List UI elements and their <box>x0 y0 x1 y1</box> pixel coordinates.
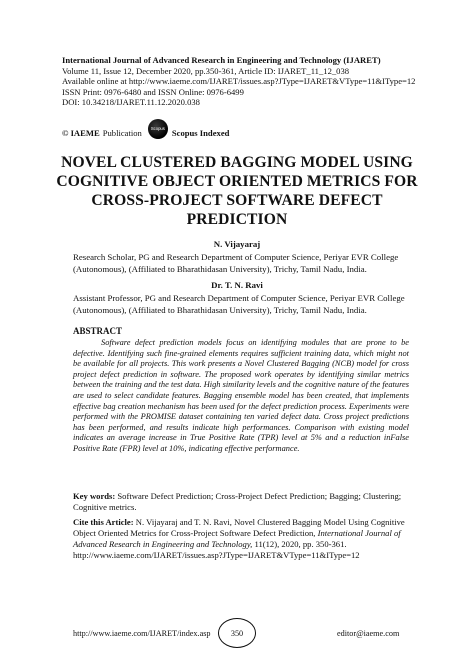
citation-text: N. Vijayaraj and T. N. Ravi, Novel Clustered Bagging Model Using Cognitive Object Oriented Metrics for Cross-Project Software Defect Prediction, <box>73 517 405 538</box>
publisher-name: © IAEME <box>62 128 100 138</box>
keywords-label: Key words: <box>73 491 116 501</box>
abstract-text: Software defect prediction models focus on identifying modules that are prone to be defective. Identifying such fine-grained elements requires sufficient training data, which might not be available for all projects. This work presents a Novel Clustered Bagging (NCB) model for cross project defect prediction in software. The proposed work operates by identifying similar metrics between the training and the test data. High similarity levels and the cognitive nature of the features are used to select candidate features. Bagging ensemble model has been created, that implements effective bag creation mechanism has been used for the defect prediction process. Experiments were performed with the PROMISE dataset containing ten varied defect data. Cross project predictions has been performed, and results indicate high performances. Comparison with existing model indicates an average increase in True Positive Rate (TPR) level at 5% and a reduction inFalse Positive Rate (FPR) level at 10%, indicating effective performance. <box>73 338 409 453</box>
citation <box>73 517 415 561</box>
citation-journal: International Journal of Advanced Research in Engineering and Technology, <box>73 528 401 549</box>
keywords-text: Software Defect Prediction; Cross-Project Defect Prediction; Bagging; Clustering; Cognitive metrics. <box>73 491 402 512</box>
author-name-1: N. Vijayaraj <box>213 239 261 249</box>
footer-url-link[interactable]: http://www.iaeme.com/IJARET/index.asp <box>73 629 211 638</box>
journal-name: International Journal of Advanced Research in Engineering and Technology (IJARET) <box>62 55 381 65</box>
page-footer <box>0 618 474 648</box>
issn-line: ISSN Print: 0976-6480 and ISSN Online: 0976-6499 <box>62 86 244 97</box>
doi-line: DOI: 10.34218/IJARET.11.12.2020.038 <box>62 97 200 108</box>
citation-label: Cite this Article: <box>73 517 134 527</box>
publisher-line <box>62 123 229 143</box>
available-online-line[interactable]: Available online at http://www.iaeme.com/IJARET/issues.asp?JType=IJARET&VType=11&IType=12 <box>62 76 416 87</box>
abstract-heading: ABSTRACT <box>73 326 123 336</box>
citation-url[interactable]: http://www.iaeme.com/IJARET/issues.asp?JType=IJARET&VType=11&IType=12 <box>73 550 360 560</box>
paper-title: NOVEL CLUSTERED BAGGING MODEL USING COGNITIVE OBJECT ORIENTED METRICS FOR CROSS-PROJECT SOFTWARE DEFECT PREDICTION <box>56 154 418 228</box>
journal-header <box>62 55 442 108</box>
scopus-logo-icon: Scopus <box>148 119 168 139</box>
keywords <box>73 491 415 513</box>
author-affiliation-1: Research Scholar, PG and Research Department of Computer Science, Periyar EVR College (Autonomous), (Affiliated to Bharathidasan University), Trichy, Tamil Nadu, India. <box>73 252 399 274</box>
footer-email-link[interactable]: editor@iaeme.com <box>337 629 400 638</box>
page-number: 350 <box>218 618 256 648</box>
author-affiliation-2: Assistant Professor, PG and Research Department of Computer Science, Periyar EVR College (Autonomous), (Affiliated to Bharathidasan University), Trichy, Tamil Nadu, India. <box>73 293 405 315</box>
volume-line: Volume 11, Issue 12, December 2020, pp.350-361, Article ID: IJARET_11_12_038 <box>62 65 350 76</box>
publisher-suffix: Publication <box>102 128 142 138</box>
scopus-indexed-text: Scopus Indexed <box>171 128 230 138</box>
author-name-2: Dr. T. N. Ravi <box>211 280 263 290</box>
citation-volume: 11(12), 2020, pp. 350-361. <box>254 539 347 549</box>
